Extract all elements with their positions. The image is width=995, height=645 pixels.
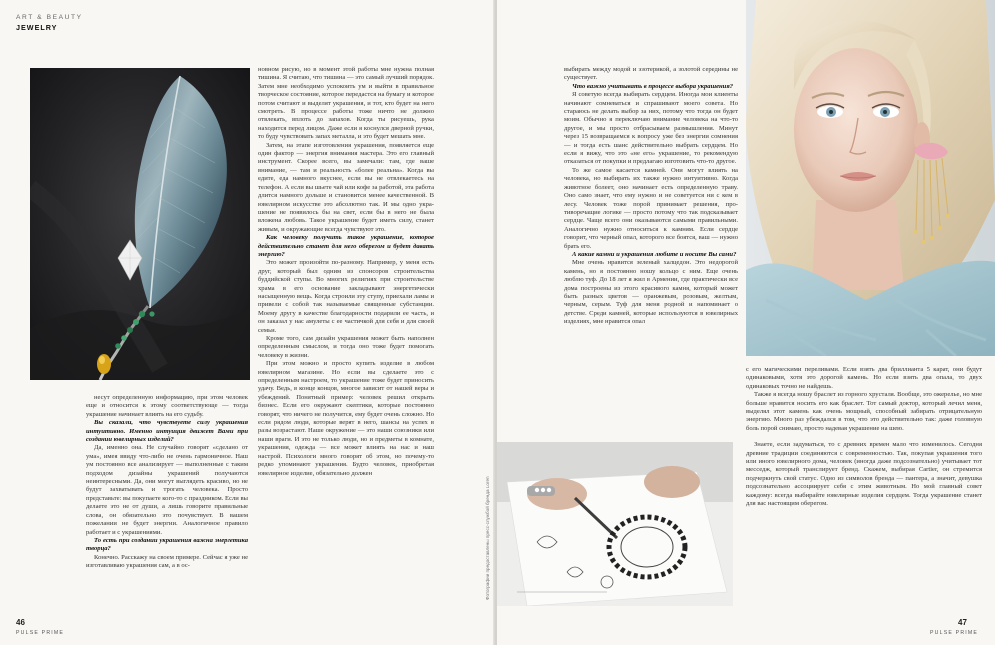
col2-paragraph-5: При этом можно и просто купить изделие в любом ювелирном магазине. Но если вы сделаете это с определенным настроем, то украшение тоже будет приносить удачу. Ведь, в конце концов, многое зависит от нашей веры и убеждений. Понятный пример: человек решил открыть бизнес. Если его окружают скептики, которые постоянно говорят, что ничего не получится, ему будет очень сложно. Но если рядом люди, которые верят в него, шансы на успех в разы возрастают. Наше окружение — это наши союзники или наши враги. И это не только люди, но и предметы в комнате, украшения, одежда — все может влиять на нас и наш настрой. Психологи много говорят об этом, но почему-то редко упоминают украшения. Будто человек, приобретая ювелирное изделие, обязательно должен (258, 360, 434, 477)
subsection-label-left: JEWELRY (16, 23, 58, 32)
col4-paragraph-3: Знаете, если задуматься, то с древних времен мало что изменилось. Сегодня древние традиции соединяются с современностью. Так, покупая украшения того или иного ювелирного дома, человек (иногда даже подсознательно) учитывает тот месседж, который транслирует бренд. Скажем, выбирая Cartier, он стремится подчеркнуть свой статус. Одно из символов бренда — пантера, а значит, девушка подсознательно ассоциирует себя с этим животным. Но мой главный совет каждому: всегда выбирайте ювелирные изделия сердцем. Тогда украшение станет для вас настоящим оберегом. (746, 441, 982, 508)
col1-question-1: Вы сказали, что чувствуете силу украшения интуитивно. Именно интуиция движет Вами при создании ювелирных изделий? (86, 419, 248, 444)
col2-paragraph-1: новном рисую, но в момент этой работы мне нужна полная тишина. Я считаю, что тишина — это самый лучший порядок. Затем мне необходимо успокоить ум и выйти в правильное творческое состояние, которое передастся на бумагу и которое потом считают и выделят украшения, и тот, кто будет на него смотреть. В процессе работы тоже ничто не должно отвлекать, вплоть до запахов. Когда ты рисуешь, рука находится перед лицом. Даже если я коснулся дверной ручки, то буду чувствовать запах металла, и это будет мешать мне. (258, 66, 434, 141)
col2-paragraph-2: Затем, на этапе изготовления украшения, появляется еще один фактор — энергия внимания мастера. Это его главный инструмент. Скорее всего, вы замечали: там, где ваше внимание, — там и реальность «более реальна». Когда вы едите, еда намного вкуснее, если вы не отвлекаетесь на телефон. А если вы шьете чай или кофе за работой, эта работа длится намного дольше и становится менее качественной. В ювелирном искусстве это абсолютно так. И мы одно украшение не появилось бы на свет, если бы в него не была вложена любовь. Такое украшение будет иметь силу, станет живым, и окружающие всегда чувствуют это. (258, 141, 434, 233)
col3-paragraph-1: выбирать между модой и эзотерикой, а золотой середины не существует. (564, 66, 738, 82)
page-number-left: 46 (16, 618, 25, 627)
section-label-left: ART & BEAUTY (16, 14, 83, 21)
text-column-2 (258, 66, 434, 612)
col1-question-2: То есть при создании украшения важна энергетика творца? (86, 536, 248, 553)
col1-paragraph-3: Конечно. Расскажу на своем примере. Сейчас я уже не изготавливаю украшения сам, а в ос- (86, 553, 248, 570)
col3-paragraph-2: Я советую всегда выбирать сердцем. Иногда мои клиенты начинают сомневаться и спрашивают моего совета. Но стараюсь не делать выбор за них, потому что тогда он будет моим. Обычно я переключаю внимание человека на что-то другое, и мы просто отбрасываем размышления. Минут через 15 возвращаемся к вопросу уже без энергии сомнения — и тогда есть шанс действительно выбрать сердцем. Но если я вижу, что это «не его» украшение, то рекомендую отказаться от покупки и предлагаю изготовить что-то другое. (564, 91, 738, 166)
col1-paragraph-1: несут определенную информацию, при этом человек еще и относится к этому соответствующе — тогда украшение начинает влиять на его судьбу. (86, 394, 248, 418)
col2-question-1: Как человеку получить такое украшение, которое действительно станет для него оберегом и будет давать энергию? (258, 234, 434, 258)
text-column-1 (86, 394, 248, 612)
magazine-name-right: PULSE PRIME (930, 630, 979, 636)
magazine-name-left: PULSE PRIME (16, 630, 65, 636)
col3-question-1: Что важно учитывать в процессе выбора украшения? (572, 82, 734, 90)
col2-paragraph-4: Кроме того, сам дизайн украшения может быть наполнен определенным смыслом, и тогда оно тоже будет помогать человеку в жизни. (258, 335, 434, 359)
col2-paragraph-3: Это может произойти по-разному. Например, у меня есть друг, который был одним из спонсоров строительства буддийской ступы. Во многих религиях при строительстве храма в его основание закладывают энергетически насыщенную вещь. Когда строили эту ступу, приехали ламы и привели с собой так называемые священные субстанции. Моему другу в качестве благодарности подарили ее часть, и он заказал у нас амулеты с ее частичкой для себя и для своей семьи. (258, 259, 434, 334)
col3-question-2: А какие камни и украшения любите и носите Вы сами? (572, 250, 737, 258)
photo-credit: Фотографии предоставлены пресс-службой бренда Loren (485, 476, 490, 600)
col4-paragraph-1: с его магическими переливами. Если взять два бриллианта 5 карат, они будут одинаковыми, хотя это дорогой камень. Но если взять два опала, то двух одинаковых точно не найдешь. (746, 366, 982, 390)
text-column-3 (564, 66, 738, 438)
page-number-right: 47 (958, 618, 967, 627)
col3-paragraph-3: То же самое касается камней. Они могут влиять на человека, но выбирать их также нужно интуитивно. Когда животное болеет, оно начинает есть определенную траву. Оно само знает, что ему нужно и не советуется ни с кем в лесу. Человек тоже порой принимает решения, противоречащие логике — просто потому что так подсказывает сердце. Чаще всего они оказываются самыми правильными. Аналогично нужно относиться к камням. Если сердце говорит, что черный опал, которого все боятся, ваш — нужно брать его. (564, 166, 738, 250)
feather-brooch-photo (30, 68, 250, 380)
col3-paragraph-4: Мне очень нравится зеленый халцедон. Это недорогой камень, но я постоянно ношу кольцо с ним. Еще очень люблю туф. До 18 лет я жил в Армении, где практически все дома построены из этого красивого камня, который может быть разных цветов — оранжевым, розовым, желтым, черным, серым. Туф для меня родной и напоминает о детстве. Среди камней, которые используются в ювелирных изделиях, мне нравится опал (564, 259, 738, 326)
col4-paragraph-2: Также я всегда ношу браслет из горного хрусталя. Вообще, это ожерелье, но мне больше нравится носить его как браслет. Тот самый доктор, который лечил меня, выделял этот камень как очень мощный, способный забирать отрицательную энергию. Много раз убеждался в том, что это действительно так: даже головную боль порой снимаю, просто надевая украшение на шею. (746, 391, 982, 432)
text-column-4 (746, 366, 982, 612)
col1-paragraph-2: Да, именно она. Не случайно говорят «сделано от ума», имея ввиду что-либо не очень гармоничное. Наш ум постоянно все анализирует — выполненные с таким подходом дизайны украшений получаются неинтересными. Да, они могут выглядеть красиво, но не будут захватывать и трогать человека. Просто представьте: вы покупаете кого-то с праздником. Если вы делаете это не от души, а лишь говорите правильные слова, он обязательно это почувствует. В вашем пожелании не будет энергии. Аналогичное правило работает и с украшениями. (86, 444, 248, 536)
model-portrait-photo (746, 0, 995, 356)
sketch-drawing-photo (497, 442, 733, 606)
